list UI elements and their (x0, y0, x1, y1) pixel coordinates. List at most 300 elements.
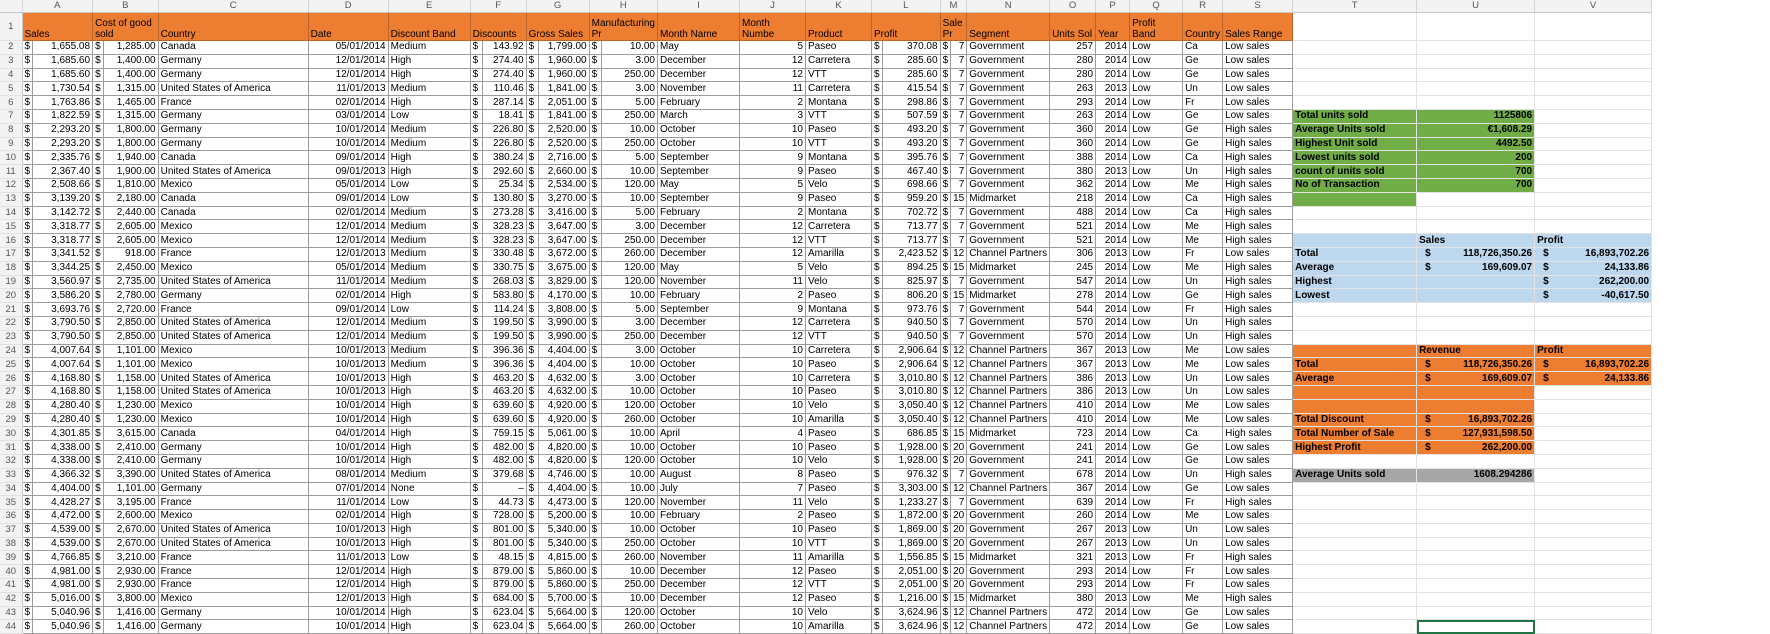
data-cell[interactable]: $ (589, 385, 601, 399)
data-cell[interactable]: 143.92 (482, 41, 526, 55)
data-cell[interactable]: 5 (740, 261, 806, 275)
data-cell[interactable]: October (658, 137, 740, 151)
data-cell[interactable]: $ (22, 592, 33, 606)
data-cell[interactable]: 250.00 (601, 234, 657, 248)
data-cell[interactable]: 8 (740, 468, 806, 482)
data-cell[interactable]: 10/01/2013 (308, 537, 388, 551)
cell-u1[interactable] (1417, 13, 1535, 41)
data-cell[interactable]: 623.04 (482, 606, 526, 620)
data-cell[interactable]: $ (470, 372, 482, 386)
data-cell[interactable]: 482.00 (482, 441, 526, 455)
data-cell[interactable]: 9 (740, 303, 806, 317)
data-cell[interactable]: 380 (1050, 592, 1096, 606)
data-cell[interactable]: France (158, 565, 308, 579)
data-cell[interactable]: 15 (951, 261, 967, 275)
data-cell[interactable]: $ (526, 41, 538, 55)
data-cell[interactable]: 380 (1050, 165, 1096, 179)
data-cell[interactable]: 267 (1050, 537, 1096, 551)
data-cell[interactable]: 1,230.00 (103, 413, 158, 427)
data-cell[interactable]: Amarilla (806, 551, 872, 565)
highest-label[interactable] (1293, 275, 1417, 289)
data-cell[interactable]: 3.00 (601, 82, 657, 96)
data-cell[interactable]: $ (872, 261, 883, 275)
data-cell[interactable]: $ (872, 454, 883, 468)
data-cell[interactable]: 2013 (1096, 247, 1130, 261)
data-cell[interactable]: 20 (951, 537, 967, 551)
row-header[interactable]: 27 (0, 385, 22, 399)
data-cell[interactable]: November (658, 496, 740, 510)
empty-cell[interactable] (1417, 592, 1535, 606)
data-cell[interactable]: 4,404.00 (33, 482, 93, 496)
empty-cell[interactable] (1417, 68, 1535, 82)
row-header[interactable]: 22 (0, 316, 22, 330)
data-cell[interactable]: Medium (388, 41, 470, 55)
data-cell[interactable]: 2 (740, 510, 806, 524)
data-cell[interactable]: $ (22, 496, 33, 510)
data-cell[interactable]: Carretera (806, 316, 872, 330)
data-cell[interactable]: 10 (740, 413, 806, 427)
data-cell[interactable]: 2014 (1096, 330, 1130, 344)
empty-cell[interactable] (1535, 109, 1652, 123)
data-cell[interactable]: 1,810.00 (103, 178, 158, 192)
data-cell[interactable]: $ (22, 565, 33, 579)
data-cell[interactable]: Low (1130, 427, 1183, 441)
data-cell[interactable]: $ (93, 206, 104, 220)
data-cell[interactable]: 2,670.00 (103, 523, 158, 537)
data-cell[interactable]: 3,139.20 (33, 192, 93, 206)
data-cell[interactable]: 10/01/2013 (308, 523, 388, 537)
data-cell[interactable]: 7 (951, 220, 967, 234)
data-cell[interactable]: $ (872, 316, 883, 330)
data-cell[interactable]: 7 (951, 275, 967, 289)
data-cell[interactable]: 10/01/2013 (308, 344, 388, 358)
column-header-u[interactable]: U (1417, 0, 1535, 13)
data-cell[interactable]: Me (1183, 234, 1223, 248)
data-cell[interactable]: Midmarket (967, 551, 1050, 565)
data-cell[interactable]: Government (967, 137, 1050, 151)
data-cell[interactable]: 2,440.00 (103, 206, 158, 220)
data-cell[interactable]: 3.00 (601, 372, 657, 386)
row-header[interactable]: 8 (0, 123, 22, 137)
data-cell[interactable]: $ (22, 579, 33, 593)
data-cell[interactable]: $ (526, 537, 538, 551)
data-cell[interactable]: High (388, 289, 470, 303)
data-cell[interactable]: 5 (740, 41, 806, 55)
empty-cell[interactable] (1535, 523, 1652, 537)
avg-units-label[interactable] (1293, 123, 1417, 137)
data-cell[interactable]: 287.14 (482, 96, 526, 110)
header-country-code[interactable]: Country (1183, 13, 1223, 41)
data-cell[interactable]: 12 (951, 247, 967, 261)
data-cell[interactable]: High (388, 165, 470, 179)
data-cell[interactable]: $ (93, 247, 104, 261)
data-cell[interactable]: $ (526, 372, 538, 386)
data-cell[interactable]: $ (872, 137, 883, 151)
data-cell[interactable]: High (388, 579, 470, 593)
data-cell[interactable]: Government (967, 454, 1050, 468)
data-cell[interactable]: Ca (1183, 206, 1223, 220)
data-cell[interactable]: 7 (951, 330, 967, 344)
data-cell[interactable]: 280 (1050, 68, 1096, 82)
data-cell[interactable]: 1,822.59 (33, 109, 93, 123)
data-cell[interactable]: $ (470, 82, 482, 96)
data-cell[interactable]: 2,605.00 (103, 220, 158, 234)
data-cell[interactable]: $ (526, 137, 538, 151)
data-cell[interactable]: 5,040.96 (33, 620, 93, 634)
data-cell[interactable]: $ (93, 620, 104, 634)
data-cell[interactable]: 5,860.00 (538, 565, 589, 579)
data-cell[interactable]: 3,416.00 (538, 206, 589, 220)
header-discounts[interactable]: Discounts (470, 13, 526, 41)
empty-cell[interactable] (1293, 316, 1417, 330)
data-cell[interactable]: Low sales (1223, 523, 1293, 537)
data-cell[interactable]: 7 (951, 82, 967, 96)
data-cell[interactable]: Medium (388, 330, 470, 344)
data-cell[interactable]: $ (872, 220, 883, 234)
data-cell[interactable]: $ (526, 606, 538, 620)
data-cell[interactable]: Low (1130, 592, 1183, 606)
data-cell[interactable]: 293 (1050, 579, 1096, 593)
data-cell[interactable]: $ (470, 206, 482, 220)
data-cell[interactable]: $ (470, 220, 482, 234)
data-cell[interactable]: Low (388, 496, 470, 510)
data-cell[interactable]: $ (872, 206, 883, 220)
data-cell[interactable]: 1,869.00 (882, 523, 940, 537)
data-cell[interactable]: 10/01/2014 (308, 454, 388, 468)
empty-cell[interactable] (1417, 316, 1535, 330)
empty-cell[interactable] (1293, 565, 1417, 579)
lowest-label[interactable] (1293, 289, 1417, 303)
data-cell[interactable]: United States of America (158, 82, 308, 96)
data-cell[interactable]: 07/01/2014 (308, 482, 388, 496)
data-cell[interactable]: 7 (951, 165, 967, 179)
data-cell[interactable]: Government (967, 303, 1050, 317)
data-cell[interactable]: Low (1130, 289, 1183, 303)
empty-cell[interactable] (1293, 454, 1417, 468)
data-cell[interactable]: $ (526, 165, 538, 179)
data-cell[interactable]: 11/01/2013 (308, 551, 388, 565)
empty-cell[interactable] (1535, 192, 1652, 206)
data-cell[interactable]: 2,930.00 (103, 579, 158, 593)
data-cell[interactable]: 110.46 (482, 82, 526, 96)
header-profit-band[interactable]: Profit Band (1130, 13, 1183, 41)
data-cell[interactable]: $ (940, 537, 951, 551)
data-cell[interactable]: Un (1183, 372, 1223, 386)
orange-block-cell[interactable] (1417, 385, 1535, 399)
row-header[interactable]: 3 (0, 54, 22, 68)
data-cell[interactable]: Ca (1183, 427, 1223, 441)
data-cell[interactable]: 12/01/2014 (308, 220, 388, 234)
data-cell[interactable]: 7 (951, 178, 967, 192)
data-cell[interactable]: $ (526, 206, 538, 220)
data-cell[interactable]: $ (22, 234, 33, 248)
data-cell[interactable]: 4,820.00 (538, 441, 589, 455)
cell-v1[interactable] (1535, 13, 1652, 41)
data-cell[interactable]: 241 (1050, 454, 1096, 468)
data-cell[interactable]: Germany (158, 620, 308, 634)
data-cell[interactable]: 260.00 (601, 620, 657, 634)
data-cell[interactable]: Fr (1183, 247, 1223, 261)
row-header[interactable]: 16 (0, 234, 22, 248)
data-cell[interactable]: October (658, 123, 740, 137)
data-cell[interactable]: $ (22, 606, 33, 620)
data-cell[interactable]: 2,335.76 (33, 151, 93, 165)
data-cell[interactable]: 1,556.85 (882, 551, 940, 565)
data-cell[interactable]: Government (967, 178, 1050, 192)
data-cell[interactable]: Amarilla (806, 620, 872, 634)
data-cell[interactable]: 879.00 (482, 565, 526, 579)
data-cell[interactable]: High (388, 454, 470, 468)
data-cell[interactable]: High sales (1223, 220, 1293, 234)
data-cell[interactable]: United States of America (158, 537, 308, 551)
row-header[interactable]: 25 (0, 358, 22, 372)
data-cell[interactable]: October (658, 537, 740, 551)
data-cell[interactable]: 2013 (1096, 523, 1130, 537)
data-cell[interactable]: 20 (951, 523, 967, 537)
data-cell[interactable]: $ (526, 358, 538, 372)
data-cell[interactable]: 120.00 (601, 496, 657, 510)
header-product[interactable]: Product (806, 13, 872, 41)
data-cell[interactable]: 1,685.60 (33, 68, 93, 82)
total-discount-value[interactable] (1417, 413, 1535, 427)
data-cell[interactable]: Canada (158, 151, 308, 165)
data-cell[interactable]: 940.50 (882, 330, 940, 344)
highest-profit-value[interactable] (1417, 441, 1535, 455)
data-cell[interactable]: $ (22, 137, 33, 151)
data-cell[interactable]: 260.00 (601, 413, 657, 427)
data-cell[interactable]: 521 (1050, 234, 1096, 248)
data-cell[interactable]: Medium (388, 220, 470, 234)
data-cell[interactable]: $ (589, 579, 601, 593)
data-cell[interactable]: $ (22, 316, 33, 330)
data-cell[interactable]: 120.00 (601, 399, 657, 413)
data-cell[interactable]: $ (940, 523, 951, 537)
data-cell[interactable]: 9 (740, 165, 806, 179)
data-cell[interactable]: $ (872, 620, 883, 634)
count-units-label[interactable] (1293, 165, 1417, 179)
data-cell[interactable]: 09/01/2014 (308, 151, 388, 165)
empty-cell[interactable] (1293, 620, 1417, 634)
profit-header[interactable] (1535, 234, 1652, 248)
data-cell[interactable]: 12/01/2014 (308, 54, 388, 68)
data-cell[interactable]: $ (93, 123, 104, 137)
empty-cell[interactable] (1293, 220, 1417, 234)
data-cell[interactable]: Fr (1183, 579, 1223, 593)
data-cell[interactable]: 10.00 (601, 592, 657, 606)
data-cell[interactable]: 1,216.00 (882, 592, 940, 606)
data-cell[interactable]: Un (1183, 468, 1223, 482)
data-cell[interactable]: 3,800.00 (103, 592, 158, 606)
data-cell[interactable]: $ (872, 537, 883, 551)
data-cell[interactable]: 686.85 (882, 427, 940, 441)
data-cell[interactable]: $ (22, 54, 33, 68)
data-cell[interactable]: $ (872, 247, 883, 261)
column-header-m[interactable]: M (940, 0, 967, 13)
data-cell[interactable]: 976.32 (882, 468, 940, 482)
data-cell[interactable]: Ge (1183, 54, 1223, 68)
data-cell[interactable]: 2014 (1096, 565, 1130, 579)
data-cell[interactable]: $ (940, 261, 951, 275)
data-cell[interactable]: 18.41 (482, 109, 526, 123)
data-cell[interactable]: 2014 (1096, 606, 1130, 620)
data-cell[interactable]: Paseo (806, 123, 872, 137)
data-cell[interactable]: 2014 (1096, 178, 1130, 192)
data-cell[interactable]: 1,800.00 (103, 123, 158, 137)
data-cell[interactable]: $ (470, 551, 482, 565)
data-cell[interactable]: Government (967, 510, 1050, 524)
data-cell[interactable]: Low (1130, 496, 1183, 510)
data-cell[interactable]: $ (940, 344, 951, 358)
data-cell[interactable]: 130.80 (482, 192, 526, 206)
data-cell[interactable]: 3,050.40 (882, 413, 940, 427)
data-cell[interactable]: 25.34 (482, 178, 526, 192)
data-cell[interactable]: $ (93, 496, 104, 510)
sales-header[interactable] (1417, 234, 1535, 248)
data-cell[interactable]: 488 (1050, 206, 1096, 220)
data-cell[interactable]: Low (1130, 385, 1183, 399)
revenue-profit-header[interactable] (1535, 344, 1652, 358)
data-cell[interactable]: Low (1130, 358, 1183, 372)
data-cell[interactable]: 3,010.80 (882, 385, 940, 399)
data-cell[interactable]: Low (1130, 413, 1183, 427)
data-cell[interactable]: $ (93, 234, 104, 248)
data-cell[interactable]: Low sales (1223, 606, 1293, 620)
data-cell[interactable]: 3.00 (601, 54, 657, 68)
data-cell[interactable]: 2014 (1096, 510, 1130, 524)
data-cell[interactable]: Un (1183, 82, 1223, 96)
data-cell[interactable]: $ (589, 123, 601, 137)
data-cell[interactable]: Low sales (1223, 96, 1293, 110)
data-cell[interactable]: $ (940, 441, 951, 455)
data-cell[interactable]: United States of America (158, 165, 308, 179)
data-cell[interactable]: 2014 (1096, 482, 1130, 496)
data-cell[interactable]: $ (526, 523, 538, 537)
empty-cell[interactable] (1293, 54, 1417, 68)
data-cell[interactable]: $ (22, 620, 33, 634)
data-cell[interactable]: 11/01/2014 (308, 275, 388, 289)
data-cell[interactable]: $ (93, 261, 104, 275)
profit-total[interactable] (1535, 247, 1652, 261)
data-cell[interactable]: Low (388, 178, 470, 192)
data-cell[interactable]: 2014 (1096, 275, 1130, 289)
data-cell[interactable]: Low (1130, 606, 1183, 620)
empty-cell[interactable] (1293, 482, 1417, 496)
data-cell[interactable]: 1,900.00 (103, 165, 158, 179)
column-header-j[interactable]: J (740, 0, 806, 13)
data-cell[interactable]: Germany (158, 54, 308, 68)
row-header[interactable]: 43 (0, 606, 22, 620)
data-cell[interactable]: 4,473.00 (538, 496, 589, 510)
data-cell[interactable]: Medium (388, 358, 470, 372)
data-cell[interactable]: 3,808.00 (538, 303, 589, 317)
data-cell[interactable]: 330.75 (482, 261, 526, 275)
data-cell[interactable]: $ (940, 234, 951, 248)
profit-average[interactable] (1535, 261, 1652, 275)
data-cell[interactable]: Low (1130, 96, 1183, 110)
row-header[interactable]: 1 (0, 13, 22, 41)
data-cell[interactable]: Me (1183, 592, 1223, 606)
data-cell[interactable]: Low sales (1223, 441, 1293, 455)
data-cell[interactable]: 623.04 (482, 620, 526, 634)
data-cell[interactable]: 12 (951, 606, 967, 620)
data-cell[interactable]: $ (589, 592, 601, 606)
empty-cell[interactable] (1535, 316, 1652, 330)
blue-block-cell[interactable] (1417, 275, 1535, 289)
data-cell[interactable]: Canada (158, 192, 308, 206)
data-cell[interactable]: 268.03 (482, 275, 526, 289)
data-cell[interactable]: Low (1130, 303, 1183, 317)
data-cell[interactable]: High (388, 68, 470, 82)
data-cell[interactable]: Paseo (806, 523, 872, 537)
data-cell[interactable]: High sales (1223, 234, 1293, 248)
data-cell[interactable]: July (658, 482, 740, 496)
data-cell[interactable]: 3.00 (601, 220, 657, 234)
data-cell[interactable]: $ (526, 82, 538, 96)
data-cell[interactable]: Low sales (1223, 620, 1293, 634)
data-cell[interactable]: Low (1130, 330, 1183, 344)
header-cogs[interactable]: Cost of good sold (93, 13, 159, 41)
empty-cell[interactable] (1535, 454, 1652, 468)
data-cell[interactable]: Paseo (806, 427, 872, 441)
data-cell[interactable]: $ (93, 441, 104, 455)
column-header-f[interactable]: F (470, 0, 526, 13)
data-cell[interactable]: 2014 (1096, 96, 1130, 110)
data-cell[interactable]: Channel Partners (967, 344, 1050, 358)
data-cell[interactable]: $ (526, 192, 538, 206)
data-cell[interactable]: $ (93, 551, 104, 565)
empty-cell[interactable] (1535, 592, 1652, 606)
data-cell[interactable]: 1,416.00 (103, 606, 158, 620)
data-cell[interactable]: 10.00 (601, 427, 657, 441)
data-cell[interactable]: $ (589, 41, 601, 55)
data-cell[interactable]: 2014 (1096, 620, 1130, 634)
data-cell[interactable]: $ (872, 41, 883, 55)
data-cell[interactable]: Channel Partners (967, 482, 1050, 496)
data-cell[interactable]: 2,293.20 (33, 123, 93, 137)
data-cell[interactable]: December (658, 247, 740, 261)
data-cell[interactable]: High sales (1223, 151, 1293, 165)
data-cell[interactable]: Low sales (1223, 372, 1293, 386)
data-cell[interactable]: Government (967, 151, 1050, 165)
data-cell[interactable]: 3,990.00 (538, 330, 589, 344)
data-cell[interactable]: High (388, 54, 470, 68)
empty-cell[interactable] (1293, 96, 1417, 110)
empty-cell[interactable] (1535, 606, 1652, 620)
data-cell[interactable]: Low (1130, 165, 1183, 179)
data-cell[interactable]: $ (93, 82, 104, 96)
data-cell[interactable]: 4,539.00 (33, 537, 93, 551)
data-cell[interactable]: $ (470, 413, 482, 427)
data-cell[interactable]: 2,180.00 (103, 192, 158, 206)
data-cell[interactable]: $ (589, 178, 601, 192)
empty-cell[interactable] (1417, 496, 1535, 510)
data-cell[interactable]: 698.66 (882, 178, 940, 192)
data-cell[interactable]: $ (940, 565, 951, 579)
data-cell[interactable]: Low sales (1223, 399, 1293, 413)
empty-cell[interactable] (1535, 330, 1652, 344)
empty-cell[interactable] (1417, 220, 1535, 234)
data-cell[interactable]: 12 (740, 68, 806, 82)
data-cell[interactable]: Low (1130, 579, 1183, 593)
avg-units-sold-label[interactable] (1293, 468, 1417, 482)
data-cell[interactable]: 806.20 (882, 289, 940, 303)
data-cell[interactable]: 472 (1050, 620, 1096, 634)
data-cell[interactable]: $ (526, 468, 538, 482)
data-cell[interactable]: 2,850.00 (103, 316, 158, 330)
data-cell[interactable]: Government (967, 441, 1050, 455)
data-cell[interactable]: VTT (806, 537, 872, 551)
data-cell[interactable]: 4,539.00 (33, 523, 93, 537)
